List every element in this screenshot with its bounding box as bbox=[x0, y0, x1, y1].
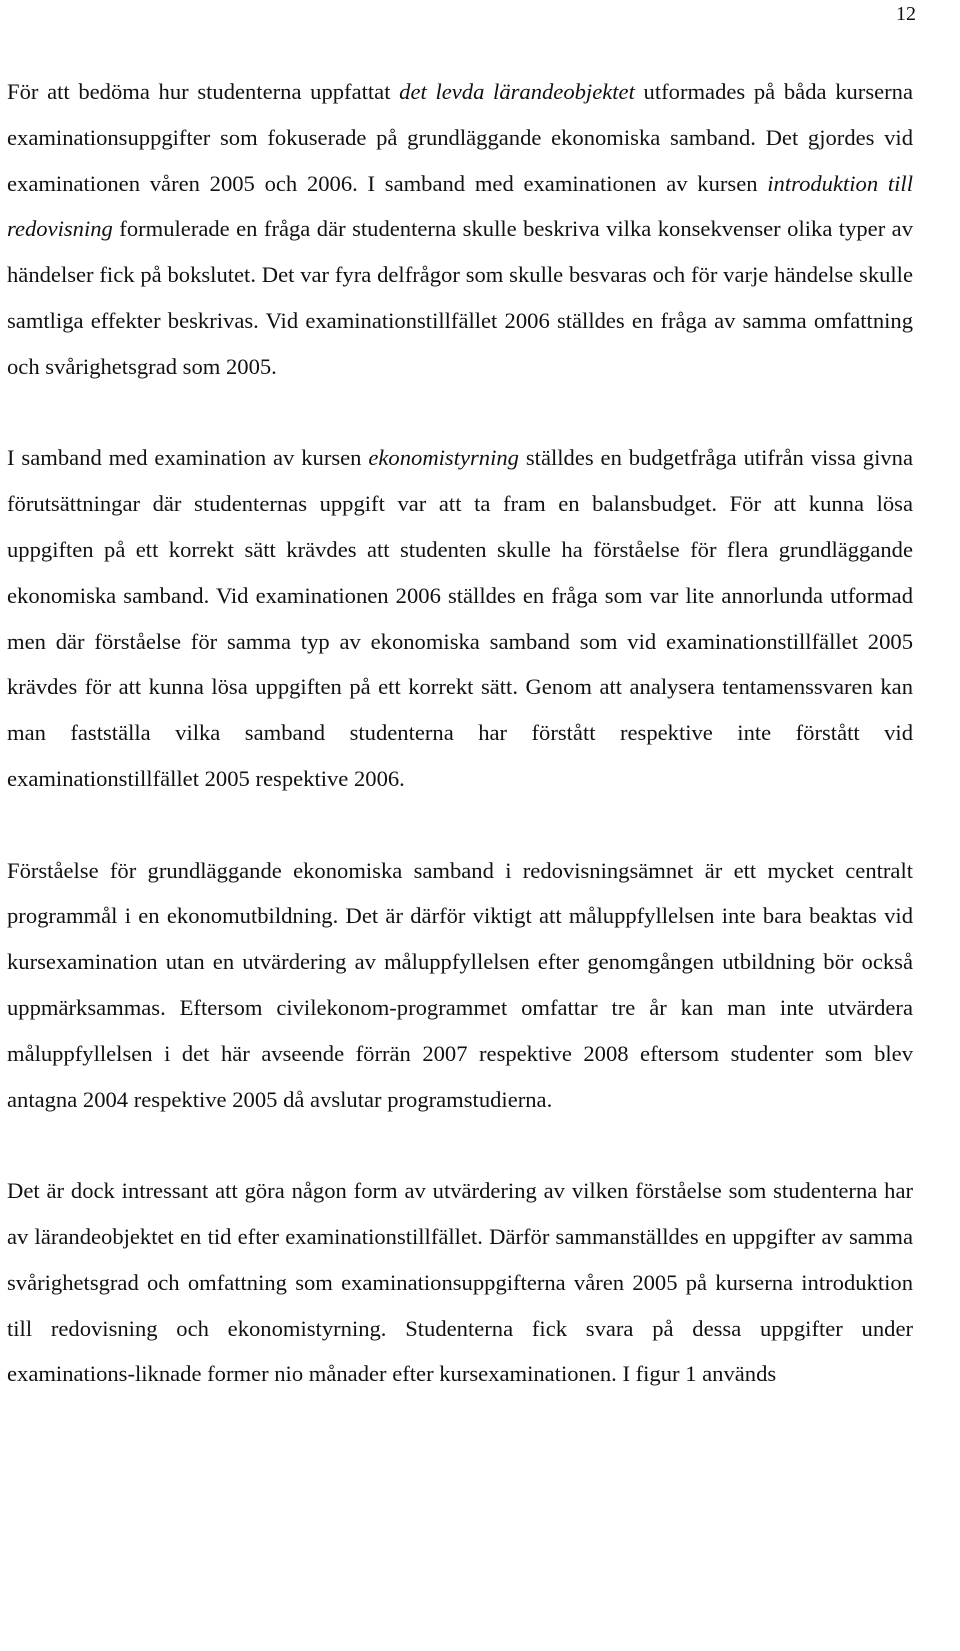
page-number: 12 bbox=[896, 3, 916, 25]
paragraph-1-text: För att bedöma hur studenterna uppfattat bbox=[7, 79, 400, 104]
emphasis-det-levda-larandeobjektet: det levda lärandeobjektet bbox=[399, 79, 635, 104]
paragraph-2 bbox=[7, 435, 913, 801]
paragraph-3 bbox=[7, 848, 913, 1123]
emphasis-introduktion-till-redovisning: introduktion till redovisning bbox=[7, 170, 913, 242]
paragraph-4-text: Det är dock intressant att göra någon form av utvärdering av vilken förståelse som studenterna har av lärandeobjektet en tid efter examinationstillfället. Därför sammanställdes en uppgifter av samma svårighetsgrad och omfattning som examinationsuppgifterna våren 2005 på kurserna introduktion till redovisning och ekonomistyrning. Studenterna fick svara på dessa uppgifter under examinations-liknade former nio månader efter kursexaminationen. I figur 1 används bbox=[7, 1178, 913, 1387]
paragraph-1-text: utformades på båda kurserna examinationsuppgifter som fokuserade på grundläggande ekonomiska samband. Det gjordes vid examinationen våren 2005 och 2006. I samband med examinationen av kursen bbox=[7, 79, 913, 196]
paragraph-1 bbox=[7, 69, 913, 390]
body-text bbox=[7, 69, 913, 1397]
paragraph-3-text: Förståelse för grundläggande ekonomiska samband i redovisningsämnet är ett mycket centralt programmål i en ekonomutbildning. Det är därför viktigt att måluppfyllelsen inte bara beaktas vid kursexamination utan en utvärdering av måluppfyllelsen efter genomgången utbildning bör också uppmärksammas. Eftersom civilekonom-programmet omfattar tre år kan man inte utvärdera måluppfyllelsen i det här avseende förrän 2007 respektive 2008 eftersom studenter som blev antagna 2004 respektive 2005 då avslutar programstudierna. bbox=[7, 857, 913, 1112]
paragraph-2-text: ställdes en budgetfråga utifrån vissa givna förutsättningar där studenternas uppgift var att ta fram en balansbudget. För att kunna lösa uppgiften på ett korrekt sätt krävdes att studenten skulle ha förståelse för flera grundläggande ekonomiska samband. Vid examinationen 2006 ställdes en fråga som var lite annorlunda utformad men där förståelse för samma typ av ekonomiska samband som vid examinationstillfället 2005 krävdes för att kunna lösa uppgiften på ett korrekt sätt. Genom att analysera tentamenssvaren kan man fastställa vilka samband studenterna har förstått respektive inte förstått vid examinationstillfället 2005 respektive 2006. bbox=[7, 445, 913, 791]
emphasis-ekonomistyrning: ekonomistyrning bbox=[368, 445, 519, 471]
paragraph-2-text: I samband med examination av kursen bbox=[7, 445, 369, 471]
paragraph-1-text: formulerade en fråga där studenterna skulle beskriva vilka konsekvenser olika typer av händelser fick på bokslutet. Det var fyra delfrågor som skulle besvaras och för varje händelse skulle samtliga effekter beskrivas. Vid examinationstillfället 2006 ställdes en fråga av samma omfattning och svårighetsgrad som 2005. bbox=[7, 216, 913, 379]
paragraph-4 bbox=[7, 1168, 913, 1397]
